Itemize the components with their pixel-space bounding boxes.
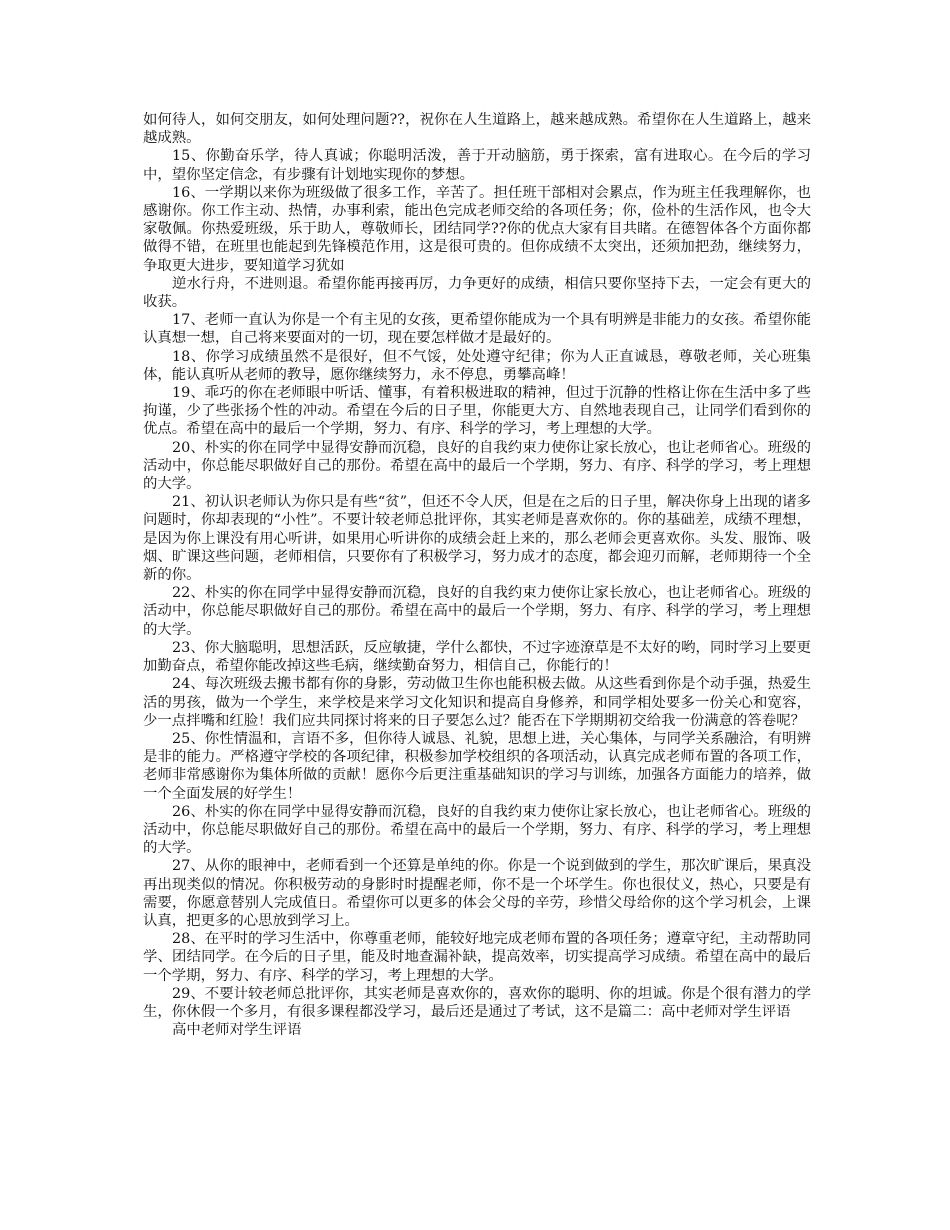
paragraph: 23、你大脑聪明，思想活跃，反应敏捷，学什么都快，不过字迹潦草是不太好的哟，同时学习上要更加勤奋点，希望你能改掉这些毛病，继续勤奋努力，相信自己，你能行的！ <box>143 639 811 675</box>
paragraph: 18、你学习成绩虽然不是很好，但不气馁，处处遵守纪律；你为人正直诚恳，尊敬老师，关心班集体，能认真听从老师的教导，愿你继续努力，永不停息，勇攀高峰！ <box>143 348 811 383</box>
paragraph: 25、你性情温和，言语不多，但你待人诚恳、礼貌，思想上进，关心集体，与同学关系融洽，有明辨是非的能力。严格遵守学校的各项纪律，积极参加学校组织的各项活动，认真完成老师布置的各项工作，老师非常感谢你为集体所做的贡献！愿你今后更注重基础知识的学习与训练，加强各方面能力的培养，做一个全面发展的好学生！ <box>143 730 811 802</box>
paragraph: 如何待人，如何交朋友，如何处理问题??，祝你在人生道路上，越来越成熟。希望你在人生道路上，越来越成熟。 <box>143 112 811 147</box>
section-heading: 高中老师对学生评语 <box>172 1022 302 1039</box>
paragraph: 22、朴实的你在同学中显得安静而沉稳，良好的自我约束力使你让家长放心，也让老师省心。班级的活动中，你总能尽职做好自己的那份。希望在高中的最后一个学期，努力、有序、科学的学习，考上理想的大学。 <box>143 585 811 638</box>
paragraph: 27、从你的眼神中，老师看到一个还算是单纯的你。你是一个说到做到的学生，那次旷课后，果真没再出现类似的情况。你积极劳动的身影时时提醒老师，你不是一个坏学生。你也很仗义，热心，只要是有需要，你愿意替别人完成值日。希望你可以更多的体会父母的辛劳，珍惜父母给你的这个学习机会，上课认真，把更多的心思放到学习上。 <box>143 858 811 929</box>
paragraph: 29、不要计较老师总批评你，其实老师是喜欢你的，喜欢你的聪明、你的坦诚。你是个很有潜力的学生，你休假一个多月，有很多课程都没学习，最后还是通过了考试，这不是篇二：高中老师对学生评语 <box>143 985 811 1020</box>
paragraph: 20、朴实的你在同学中显得安静而沉稳，良好的自我约束力使你让家长放心，也让老师省心。班级的活动中，你总能尽职做好自己的那份。希望在高中的最后一个学期，努力、有序、科学的学习，考上理想的大学。 <box>143 439 811 493</box>
paragraph: 26、朴实的你在同学中显得安静而沉稳，良好的自我约束力使你让家长放心，也让老师省心。班级的活动中，你总能尽职做好自己的那份。希望在高中的最后一个学期，努力、有序、科学的学习，考上理想的大学。 <box>143 803 811 857</box>
paragraph: 16、一学期以来你为班级做了很多工作，辛苦了。担任班干部相对会累点，作为班主任我理解你，也感谢你。你工作主动、热情，办事利索，能出色完成老师交给的各项任务；你，俭朴的生活作风，也令大家敬佩。你热爱班级，乐于助人，尊敬师长，团结同学??你的优点大家有目共睹。在德智体各个方面你都做得不错，在班里也能起到先锋模范作用，这是很可贵的。但你成绩不太突出，还须加把劲，继续努力，争取更大进步，要知道学习犹如 <box>143 184 811 274</box>
paragraph: 19、乖巧的你在老师眼中听话、懂事，有着积极进取的精神，但过于沉静的性格让你在生活中多了些拘谨，少了些张扬个性的冲动。希望在今后的日子里，你能更大方、自然地表现自己，让同学们看到你的优点。希望在高中的最后一个学期，努力、有序、科学的学习，考上理想的大学。 <box>143 385 811 438</box>
paragraph: 17、老师一直认为你是一个有主见的女孩，更希望你能成为一个具有明辨是非能力的女孩。希望你能认真想一想，自己将来要面对的一切，现在要怎样做才是最好的。 <box>143 312 811 347</box>
paragraph: 15、你勤奋乐学，待人真诚；你聪明活泼，善于开动脑筋，勇于探索，富有进取心。在今后的学习中，望你坚定信念，有步骤有计划地实现你的梦想。 <box>143 148 811 183</box>
paragraph: 21、初认识老师认为你只是有些“贫”，但还不令人厌，但是在之后的日子里，解决你身上出现的诸多问题时，你却表现的“小性”。不要计较老师总批评你，其实老师是喜欢你的。你的基础差，成绩不理想，是因为你上课没有用心听讲，如果用心听讲你的成绩会赶上来的，那么老师会更喜欢你。头发、服饰、吸烟、旷课这些问题，老师相信，只要你有了积极学习，努力成才的态度，都会迎刃而解，老师期待一个全新的你。 <box>143 494 811 584</box>
paragraph: 28、在平时的学习生活中，你尊重老师，能较好地完成老师布置的各项任务；遵章守纪，主动帮助同学、团结同学。在今后的日子里，能及时地查漏补缺，提高效率，切实提高学习成绩。希望在高中的最后一个学期，努力、有序、科学的学习，考上理想的大学。 <box>143 931 811 984</box>
paragraph: 逆水行舟，不进则退。希望你能再接再厉，力争更好的成绩，相信只要你坚持下去，一定会有更大的收获。 <box>143 275 811 311</box>
paragraph: 24、每次班级去搬书都有你的身影，劳动做卫生你也能积极去做。从这些看到你是个动手强，热爱生活的男孩，做为一个学生，来学校是来学习文化知识和提高自身修养，和同学相处要多一份关心和宽容，少一点拌嘴和红脸！我们应共同探讨将来的日子要怎么过？能否在下学期期初交给我一份满意的答卷呢？ <box>143 676 811 729</box>
document-page <box>143 111 811 1039</box>
